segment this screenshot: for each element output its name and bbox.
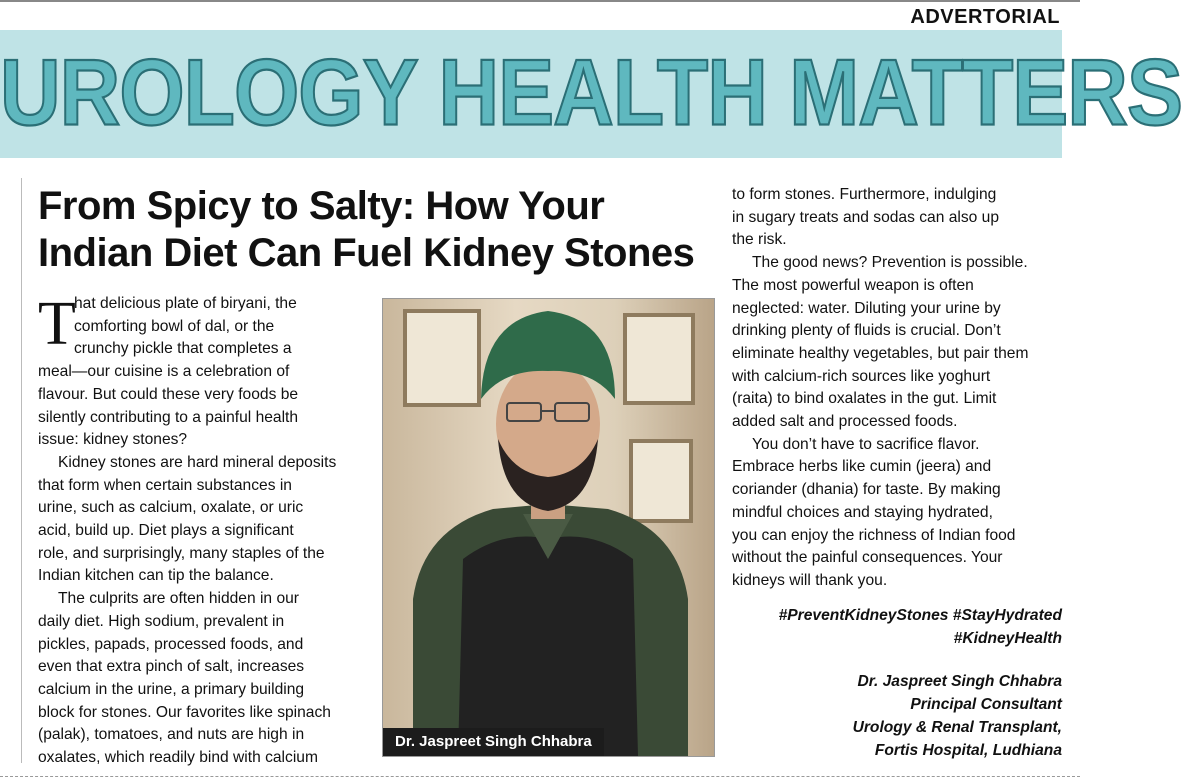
text-line: added salt and processed foods. [732,413,958,431]
headline-line-1: From Spicy to Salty: How Your [38,184,605,228]
banner-title: UROLOGY HEALTH MATTERS [0,39,1182,145]
text-line: block for stones. Our favorites like spinach [38,703,331,721]
text-line: issue: kidney stones? [38,431,188,449]
text-line: You don’t have to sacrifice flavor. [752,435,980,453]
headline-line-2: Indian Diet Can Fuel Kidney Stones [38,231,695,275]
top-rule [0,0,1080,2]
text-line: neglected: water. Diluting your urine by [732,299,1001,317]
text-line: with calcium-rich sources like yoghurt [732,367,991,385]
photo-caption: Dr. Jaspreet Singh Chhabra [383,728,604,756]
drop-cap: T [38,290,76,358]
text-line: coriander (dhania) for taste. By making [732,481,1001,499]
text-line: comforting bowl of dal, or the [74,317,275,335]
text-line: eliminate healthy vegetables, but pair them [732,344,1029,362]
text-line: Indian kitchen can tip the balance. [38,567,274,585]
text-line: without the painful consequences. Your [732,549,1003,567]
text-line: the risk. [732,231,787,249]
text-line: role, and surprisingly, many staples of the [38,544,325,562]
author-signature [853,670,1062,762]
advertorial-tag: ADVERTORIAL [910,6,1060,28]
banner [0,30,1182,158]
text-line: (palak), tomatoes, and nuts are high in [38,726,305,744]
author-hospital: Fortis Hospital, Ludhiana [874,742,1062,759]
hashtag-line: #PreventKidneyStones #StayHydrated [778,607,1062,624]
text-line: crunchy pickle that completes a [74,340,292,358]
author-name: Dr. Jaspreet Singh Chhabra [857,673,1062,690]
text-line: flavour. But could these very foods be [38,385,299,403]
text-line: hat delicious plate of biryani, the [74,295,297,312]
hashtag-line: #KidneyHealth [953,630,1062,647]
text-line: drinking plenty of fluids is crucial. Don’t [732,322,1001,340]
article-column-1 [38,290,368,770]
article-column-3 [732,184,1067,593]
text-line: (raita) to bind oxalates in the gut. Limit [732,390,997,408]
author-department: Urology & Renal Transplant, [852,719,1062,736]
author-title: Principal Consultant [910,696,1062,713]
text-line: oxalates, which readily bind with calcium [38,749,318,767]
text-line: pickles, papads, processed foods, and [38,635,304,653]
text-line: you can enjoy the richness of Indian food [732,526,1016,544]
text-line: meal—our cuisine is a celebration of [38,363,290,381]
text-line: in sugary treats and sodas can also up [732,208,999,226]
text-line: that form when certain substances in [38,476,292,494]
doctor-photo [382,298,715,757]
text-line: even that extra pinch of salt, increases [38,658,305,676]
headline [38,183,728,277]
hashtags [779,604,1062,650]
text-line: Kidney stones are hard mineral deposits [58,453,337,471]
text-line: daily diet. High sodium, prevalent in [38,612,285,630]
text-line: urine, such as calcium, oxalate, or uric [38,499,304,517]
text-line: acid, build up. Diet plays a significant [38,522,294,540]
text-line: kidneys will thank you. [732,571,888,589]
text-line: calcium in the urine, a primary building [38,680,305,698]
portrait-illustration [383,299,714,756]
text-line: The most powerful weapon is often [732,276,974,294]
bottom-rule [0,776,1080,778]
text-line: The culprits are often hidden in our [58,590,299,608]
text-line: to form stones. Furthermore, indulging [732,186,997,203]
text-line: silently contributing to a painful health [38,408,299,426]
text-line: The good news? Prevention is possible. [752,254,1028,272]
column-rule [21,178,22,763]
text-line: mindful choices and staying hydrated, [732,503,993,521]
text-line: Embrace herbs like cumin (jeera) and [732,458,992,476]
